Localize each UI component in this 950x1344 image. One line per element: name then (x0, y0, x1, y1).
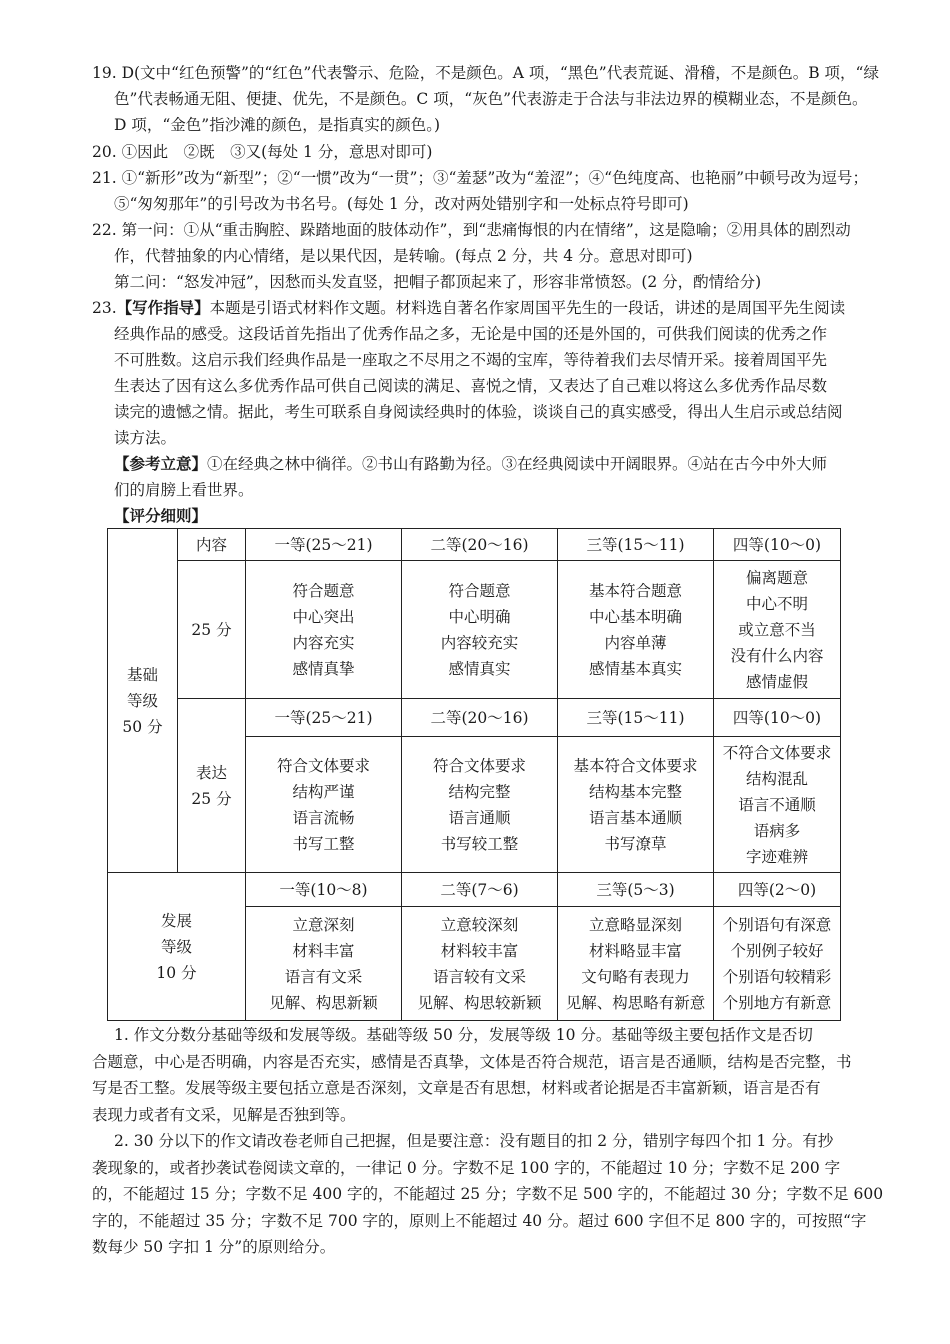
grade-header: 三等(15～11) (558, 529, 714, 561)
answer-line: 20. ①因此 ②既 ③又(每处 1 分，意思对即可) (92, 143, 433, 161)
content-score: 25 分 (178, 561, 246, 699)
table-row (108, 529, 841, 561)
reference-idea-line: 【参考立意】①在经典之林中徜徉。②书山有路勤为径。③在经典阅读中开阔眼界。④站在古今中外大师 (114, 454, 828, 473)
criteria-cell: 符合文体要求 结构完整 语言通顺 书写较工整 (402, 737, 558, 873)
writing-guide-line: 经典作品的感受。这段话首先指出了优秀作品之多，无论是中国的还是外国的，可供我们阅读的优秀之作 (114, 325, 828, 343)
rubric-label: 【评分细则】 (114, 506, 208, 525)
grade-header: 二等(20～16) (402, 699, 558, 737)
grade-header: 四等(10～0) (714, 529, 841, 561)
note-line: 数每少 50 字扣 1 分”的原则给分。 (92, 1238, 336, 1256)
table-row (108, 699, 841, 737)
writing-guide-line: 23.【写作指导】本题是引语式材料作文题。材料选自著名作家周国平先生的一段话，讲述的是周国平先生阅读 (92, 298, 846, 317)
scoring-notes (92, 1022, 892, 1261)
answer-line: 作，代替抽象的内心情绪，是以果代因，是转喻。(每点 2 分，共 4 分。意思对即可) (114, 247, 693, 265)
answer-line: D 项，“金色”指沙滩的颜色，是指真实的颜色。) (114, 116, 441, 134)
writing-guide-line: 生表达了因有这么多优秀作品可供自己阅读的满足、喜悦之情，又表达了自己难以将这么多优秀作品尽数 (114, 377, 828, 395)
criteria-cell: 不符合文体要求 结构混乱 语言不通顺 语病多 字迹难辨 (714, 737, 841, 873)
note-line: 合题意，中心是否明确，内容是否充实，感情是否真挚，文体是否符合规范，语言是否通顺，结构是否完整，书 (92, 1052, 852, 1071)
criteria-cell: 符合题意 中心突出 内容充实 感情真挚 (246, 561, 402, 699)
writing-guide-label: 【写作指导】 (116, 298, 210, 317)
criteria-cell: 符合题意 中心明确 内容较充实 感情真实 (402, 561, 558, 699)
criteria-cell: 基本符合文体要求 结构基本完整 语言基本通顺 书写潦草 (558, 737, 714, 873)
criteria-cell: 个别语句有深意 个别例子较好 个别语句较精彩 个别地方有新意 (714, 907, 841, 1021)
expression-label: 表达 25 分 (178, 699, 246, 873)
answer-line: ⑤“匆匆那年”的引号改为书名号。(每处 1 分，改对两处错别字和一处标点符号即可) (114, 195, 689, 213)
answer-19 (92, 60, 892, 138)
grade-header: 四等(2～0) (714, 873, 841, 907)
note-line: 的，不能超过 15 分；字数不足 400 字的，不能超过 25 分；字数不足 500 字的，不能超过 30 分；字数不足 600 (92, 1185, 884, 1203)
basic-level-label: 基础 等级 50 分 (108, 529, 178, 873)
content-header: 内容 (178, 529, 246, 561)
answer-line: 19. D(文中“红色预警”的“红色”代表警示、危险，不是颜色。A 项，“黑色”代表荒诞、滑稽，不是颜色。B 项，“绿 (92, 64, 879, 82)
answer-22 (92, 217, 892, 295)
grade-header: 一等(25～21) (246, 699, 402, 737)
grade-header: 二等(7～6) (402, 873, 558, 907)
answer-line: 第二问：“怒发冲冠”，因愁而头发直竖，把帽子都顶起来了，形容非常愤怒。(2 分，酌情给分) (114, 273, 762, 291)
answer-line: 22. 第一问：①从“重击胸腔、跺踏地面的肢体动作”，到“悲痛悔恨的内在情绪”，这是隐喻；②用具体的剧烈动 (92, 221, 851, 239)
answer-23 (92, 295, 892, 529)
grade-header: 四等(10～0) (714, 699, 841, 737)
scoring-rubric-table (107, 528, 841, 1021)
answer-21 (92, 165, 892, 217)
writing-guide-line: 读完的遗憾之情。据此，考生可联系自身阅读经典时的体验，谈谈自己的真实感受，得出人生启示或总结阅 (114, 403, 843, 421)
table-row (108, 561, 841, 699)
note-line: 2. 30 分以下的作文请改卷老师自己把握，但是要注意：没有题目的扣 2 分，错别字每四个扣 1 分。有抄 (114, 1132, 834, 1150)
criteria-cell: 立意深刻 材料丰富 语言有文采 见解、构思新颖 (246, 907, 402, 1021)
note-line: 1. 作文分数分基础等级和发展等级。基础等级 50 分，发展等级 10 分。基础等级主要包括作文是否切 (114, 1026, 813, 1044)
writing-guide-line: 不可胜数。这启示我们经典作品是一座取之不尽用之不竭的宝库，等待着我们去尽情开采。接着周国平先 (114, 351, 828, 369)
note-line: 袭现象的，或者抄袭试卷阅读文章的，一律记 0 分。字数不足 100 字的，不能超过 10 分；字数不足 200 字 (92, 1158, 841, 1177)
reference-idea-label: 【参考立意】 (114, 454, 208, 473)
criteria-cell: 立意较深刻 材料较丰富 语言较有文采 见解、构思较新颖 (402, 907, 558, 1021)
grade-header: 三等(5～3) (558, 873, 714, 907)
development-level-label: 发展 等级 10 分 (108, 873, 246, 1021)
note-line: 写是否工整。发展等级主要包括立意是否深刻，文章是否有思想，材料或者论据是否丰富新颖，语言是否有 (92, 1079, 821, 1097)
reference-idea-line: 们的肩膀上看世界。 (114, 481, 254, 499)
answer-line: 21. ①“新形”改为“新型”；②“一惯”改为“一贯”；③“羞瑟”改为“羞涩”；④“色纯度高、也艳丽”中顿号改为逗号； (92, 169, 869, 187)
note-line: 字的，不能超过 35 分；字数不足 700 字的，原则上不能超过 40 分。超过 600 字但不足 800 字的，可按照“字 (92, 1211, 867, 1230)
note-line: 表现力或者有文采，见解是否独到等。 (92, 1105, 356, 1124)
grade-header: 三等(15～11) (558, 699, 714, 737)
answer-20 (92, 139, 892, 165)
writing-guide-line: 读方法。 (114, 429, 177, 447)
criteria-cell: 偏离题意 中心不明 或立意不当 没有什么内容 感情虚假 (714, 561, 841, 699)
answer-line: 色”代表畅通无阻、便捷、优先，不是颜色。C 项，“灰色”代表游走于合法与非法边界的模糊业态，不是颜色。 (114, 90, 868, 108)
grade-header: 一等(10～8) (246, 873, 402, 907)
grade-header: 一等(25～21) (246, 529, 402, 561)
criteria-cell: 符合文体要求 结构严谨 语言流畅 书写工整 (246, 737, 402, 873)
grade-header: 二等(20～16) (402, 529, 558, 561)
criteria-cell: 基本符合题意 中心基本明确 内容单薄 感情基本真实 (558, 561, 714, 699)
table-row (108, 873, 841, 907)
criteria-cell: 立意略显深刻 材料略显丰富 文句略有表现力 见解、构思略有新意 (558, 907, 714, 1021)
